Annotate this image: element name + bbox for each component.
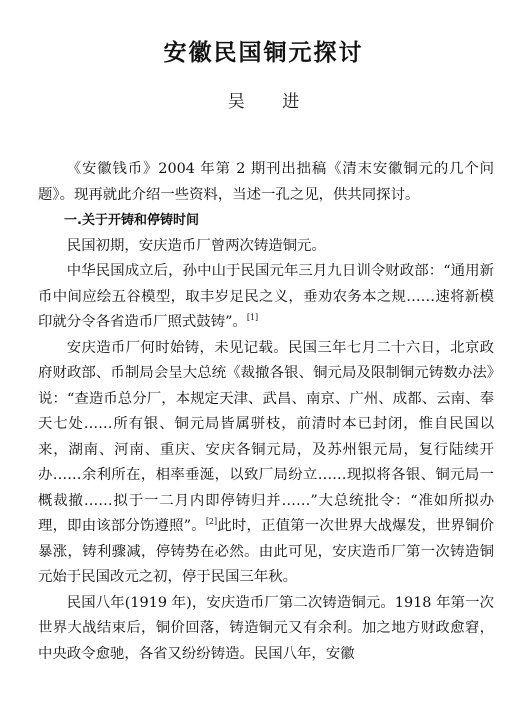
article-title: 安徽民国铜元探讨 bbox=[163, 40, 364, 66]
paragraph-first-minting bbox=[38, 336, 494, 591]
paragraph-text: 此时，正值第一次世界大战爆发，世界铜价暴涨，铸利骤减，停铸势在必然。由此可见，安庆造币厂第一次铸造铜元始于民国改元之初，停于民国三年秋。 bbox=[38, 518, 494, 585]
footnote-ref-1: [1] bbox=[246, 313, 259, 322]
section-heading: 一.关于开铸和停铸时间 bbox=[64, 213, 199, 228]
paragraph-second-minting: 民国八年(1919 年)，安庆造币厂第二次铸造铜元。1918 年第一次世界大战结束后，铜价回落，铸造铜元又有余利。加之地方财政愈窘，中央政令愈驰，各省又纷纷铸造。民国八年，安徽 bbox=[38, 594, 494, 662]
article-author: 吴 进 bbox=[227, 92, 316, 112]
paragraph-text: 安庆造币厂何时始铸，未见记载。民国三年七月二十六日，北京政府财政部、币制局会呈大总统《裁撤各银、铜元局及限制铜元铸数办法》说：“查造币总分厂，本规定天津、武昌、南京、广州、成都、云南、奉天七处……所有银、铜元局皆属骈枝，前清时本已封闭，惟自民国以来，湖南、河南、重庆、安庆各铜元局，及苏州银元局，复行陆续开办……余利所在，相率垂涎，以致厂局纷立……现拟将各银、铜元局一概裁撤……拟于一二月内即停铸归并……”大总统批令：“准如所拟办理，即由该部分饬遵照”。 bbox=[38, 339, 494, 534]
footnote-ref-2: [2] bbox=[205, 517, 218, 526]
paragraph-sun-yatsen-order bbox=[38, 259, 494, 336]
paragraph-intro: 《安徽钱币》2004 年第 2 期刊出拙稿《清末安徽铜元的几个问题》。现再就此介绍一些资料，当述一孔之见，供共同探讨。 bbox=[38, 161, 494, 203]
paragraph-early-republic: 民国初期，安庆造币厂曾两次铸造铜元。 bbox=[66, 237, 326, 254]
paragraph-text: 中华民国成立后，孙中山于民国元年三月九日训令财政部：“通用新币中间应绘五谷模型，取丰岁足民之义，垂劝农务本之规……速将新模印就分令各省造币厂照式鼓铸”。 bbox=[38, 263, 494, 330]
article-body bbox=[38, 157, 494, 667]
